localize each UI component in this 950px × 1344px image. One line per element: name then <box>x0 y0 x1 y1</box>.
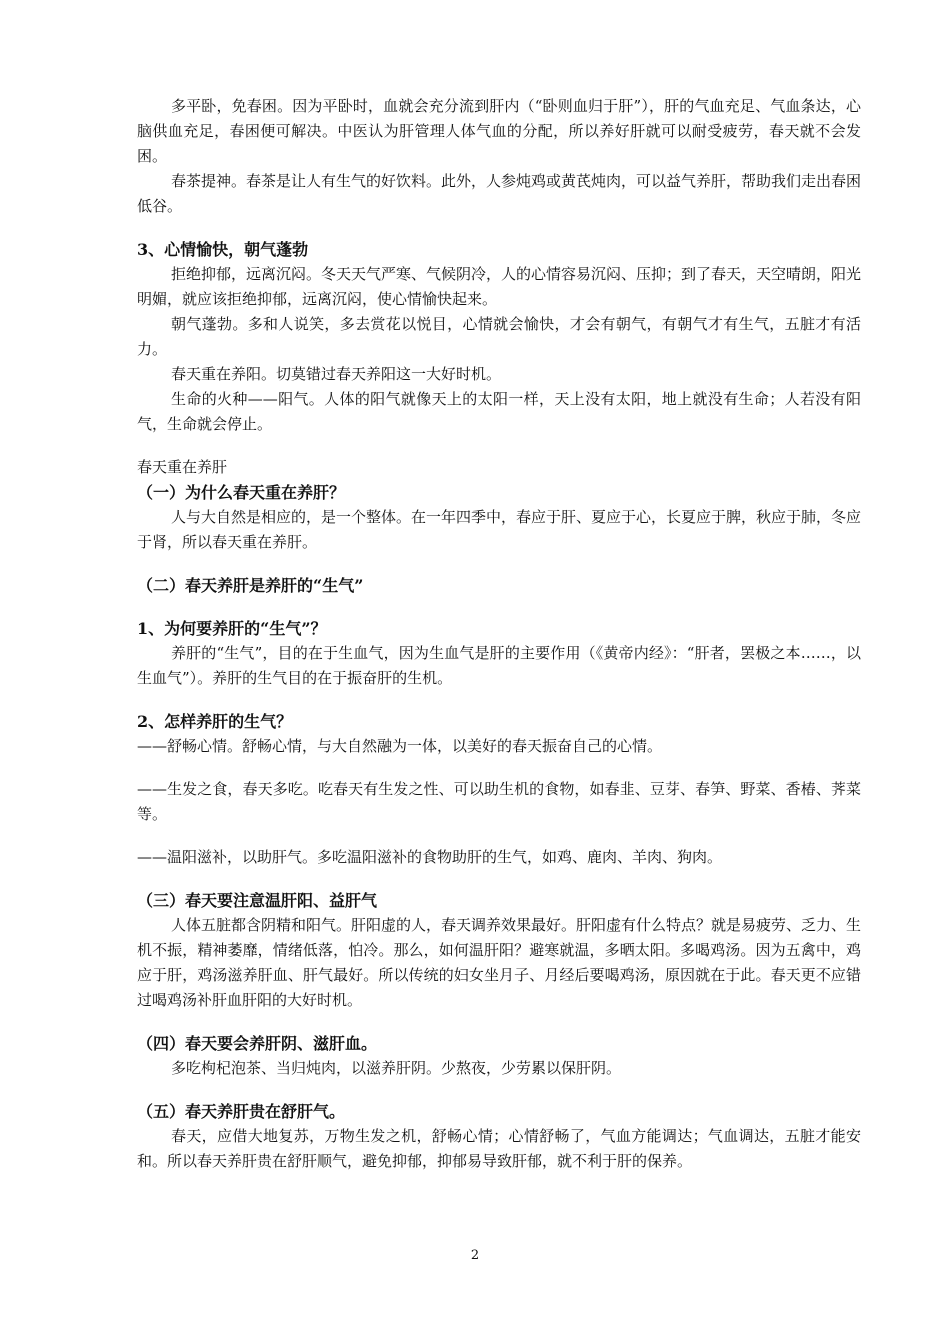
spacer <box>137 691 861 709</box>
spacer <box>137 870 861 888</box>
section-heading: （四）春天要会养肝阴、滋肝血。 <box>137 1034 378 1053</box>
body-paragraph: 多吃枸杞泡茶、当归炖肉，以滋养肝阴。少熬夜，少劳累以保肝阴。 <box>171 1059 622 1077</box>
spacer <box>137 598 861 616</box>
body-paragraph: 养肝的“生气”，目的在于生血气，因为生血气是肝的主要作用（《黄帝内经》：“肝者，罢极之本……，以生血气”）。养肝的生气目的在于振奋肝的生机。 <box>137 644 861 687</box>
body-paragraph: 朝气蓬勃。多和人说笑，多去赏花以悦目，心情就会愉快，才会有朝气，有朝气才有生气，五脏才有活力。 <box>137 315 861 358</box>
spacer <box>137 219 861 237</box>
body-line: ——温阳滋补，以助肝气。多吃温阳滋补的食物助肝的生气，如鸡、鹿肉、羊肉、狗肉。 <box>137 848 723 866</box>
section-heading: 3、心情愉快，朝气蓬勃 <box>137 240 309 259</box>
body-paragraph: 多平卧，免春困。因为平卧时，血就会充分流到肝内（“卧则血归于肝”），肝的气血充足、气血条达，心脑供血充足，春困便可解决。中医认为肝管理人体气血的分配，所以养好肝就可以耐受疲劳，春天就不会发困。 <box>137 97 861 165</box>
body-paragraph: 人与大自然是相应的，是一个整体。在一年四季中，春应于肝、夏应于心，长夏应于脾，秋应于肺，冬应于肾，所以春天重在养肝。 <box>137 508 862 551</box>
spacer <box>137 827 861 845</box>
section-heading: （一）为什么春天重在养肝？ <box>137 483 346 502</box>
spacer <box>137 1013 861 1031</box>
body-line: ——生发之食，春天多吃。吃春天有生发之性、可以助生机的食物，如春韭、豆芽、春笋、野菜、香椿、荠菜等。 <box>137 780 861 823</box>
body-paragraph: 春天重在养阳。切莫错过春天养阳这一大好时机。 <box>171 365 502 383</box>
body-paragraph: 生命的火种——阳气。人体的阳气就像天上的太阳一样，天上没有太阳，地上就没有生命；人若没有阳气，生命就会停止。 <box>137 390 861 433</box>
page-body <box>137 94 861 1174</box>
body-paragraph: 春天，应借大地复苏，万物生发之机，舒畅心情；心情舒畅了，气血方能调达；气血调达，五脏才能安和。所以春天养肝贵在舒肝顺气，避免抑郁，抑郁易导致肝郁，就不利于肝的保养。 <box>137 1127 861 1170</box>
section-heading: （二）春天养肝是养肝的“生气” <box>137 576 364 595</box>
spacer <box>137 1081 861 1099</box>
spacer <box>137 759 861 777</box>
section-heading: （三）春天要注意温肝阳、益肝气 <box>137 891 378 910</box>
section-heading: 2、怎样养肝的生气？ <box>137 712 293 731</box>
section-heading: （五）春天养肝贵在舒肝气。 <box>137 1102 346 1121</box>
spacer <box>137 555 861 573</box>
body-line: 春天重在养肝 <box>137 458 228 476</box>
body-line: ——舒畅心情。舒畅心情，与大自然融为一体，以美好的春天振奋自己的心情。 <box>137 737 663 755</box>
spacer <box>137 437 861 455</box>
body-paragraph: 春茶提神。春茶是让人有生气的好饮料。此外，人参炖鸡或黄芪炖肉，可以益气养肝，帮助我们走出春困低谷。 <box>137 172 862 215</box>
body-paragraph: 人体五脏都含阴精和阳气。肝阳虚的人，春天调养效果最好。肝阳虚有什么特点？就是易疲劳、乏力、生机不振，精神萎靡，情绪低落，怕冷。那么，如何温肝阳？避寒就温，多晒太阳。多喝鸡汤。因为五禽中，鸡应于肝，鸡汤滋养肝血、肝气最好。所以传统的妇女坐月子、月经后要喝鸡汤，原因就在于此。春天更不应错过喝鸡汤补肝血肝阳的大好时机。 <box>137 916 862 1009</box>
section-heading: 1、为何要养肝的“生气”？ <box>137 619 327 638</box>
page-number: 2 <box>470 1248 480 1263</box>
body-paragraph: 拒绝抑郁，远离沉闷。冬天天气严寒、气候阴冷，人的心情容易沉闷、压抑；到了春天，天空晴朗，阳光明媚，就应该拒绝抑郁，远离沉闷，使心情愉快起来。 <box>137 265 862 308</box>
